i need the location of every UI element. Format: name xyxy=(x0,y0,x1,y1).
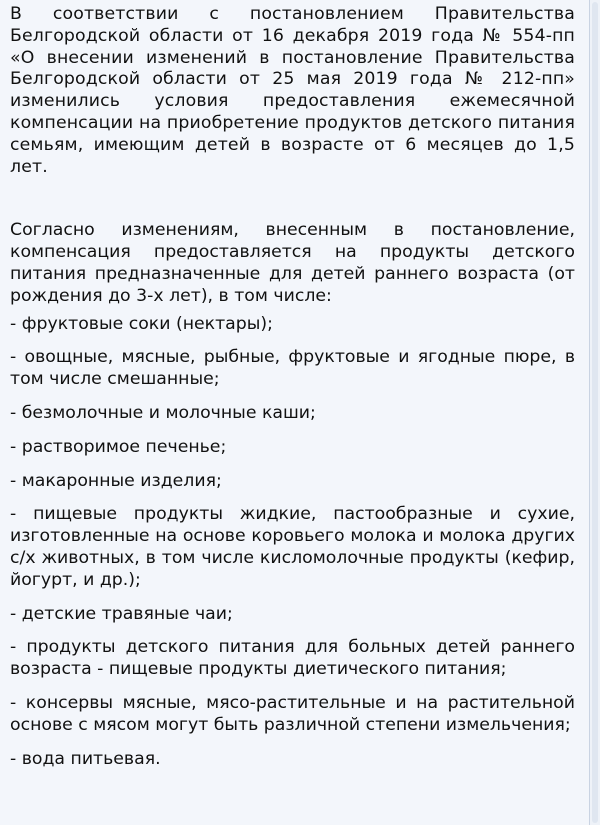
list-item: - детские травяные чаи; xyxy=(10,603,233,624)
vertical-scrollbar[interactable] xyxy=(589,0,600,825)
intro-paragraph: В соответствии с постановлением Правительства Белгородской области от 16 декабря 2019 года № 554-пп «О внесении изменений в постановление Правительства Белгородской области от 25 мая 2019 года № 212-пп» изменились условия предоставления ежемесячной компенсации на приобретение продуктов детского питания семьям, имеющим детей в возрасте от 6 месяцев до 1,5 лет. xyxy=(10,4,575,177)
list-item: - овощные, мясные, рыбные, фруктовые и ягодные пюре, в том числе смешанные; xyxy=(10,347,575,390)
list-item: - продукты детского питания для больных детей раннего возраста - пищевые продукты диетического питания; xyxy=(10,637,575,680)
paragraph-spacer xyxy=(10,178,575,220)
list-item: - вода питьевая. xyxy=(10,748,161,769)
list-item: - фруктовые соки (нектары); xyxy=(10,313,273,334)
list-item: - растворимое печенье; xyxy=(10,436,227,457)
list-item: - пищевые продукты жидкие, пастообразные и сухие, изготовленные на основе коровьего молока и молока других с/х животных, в том числе кисломолочные продукты (кефир, йогурт, и др.); xyxy=(10,504,575,590)
lead-paragraph: Согласно изменениям, внесенным в постановление, компенсация предоставляется на продукты детского питания предназначенные для детей раннего возраста (от рождения до 3-х лет), в том числе: xyxy=(10,220,575,306)
list-item: - консервы мясные, мясо-растительные и на растительной основе с мясом могут быть различной степени измельчения; xyxy=(10,692,575,735)
scrollbar-thumb[interactable] xyxy=(592,2,598,823)
list-item: - безмолочные и молочные каши; xyxy=(10,402,316,423)
list-item: - макаронные изделия; xyxy=(10,470,222,491)
